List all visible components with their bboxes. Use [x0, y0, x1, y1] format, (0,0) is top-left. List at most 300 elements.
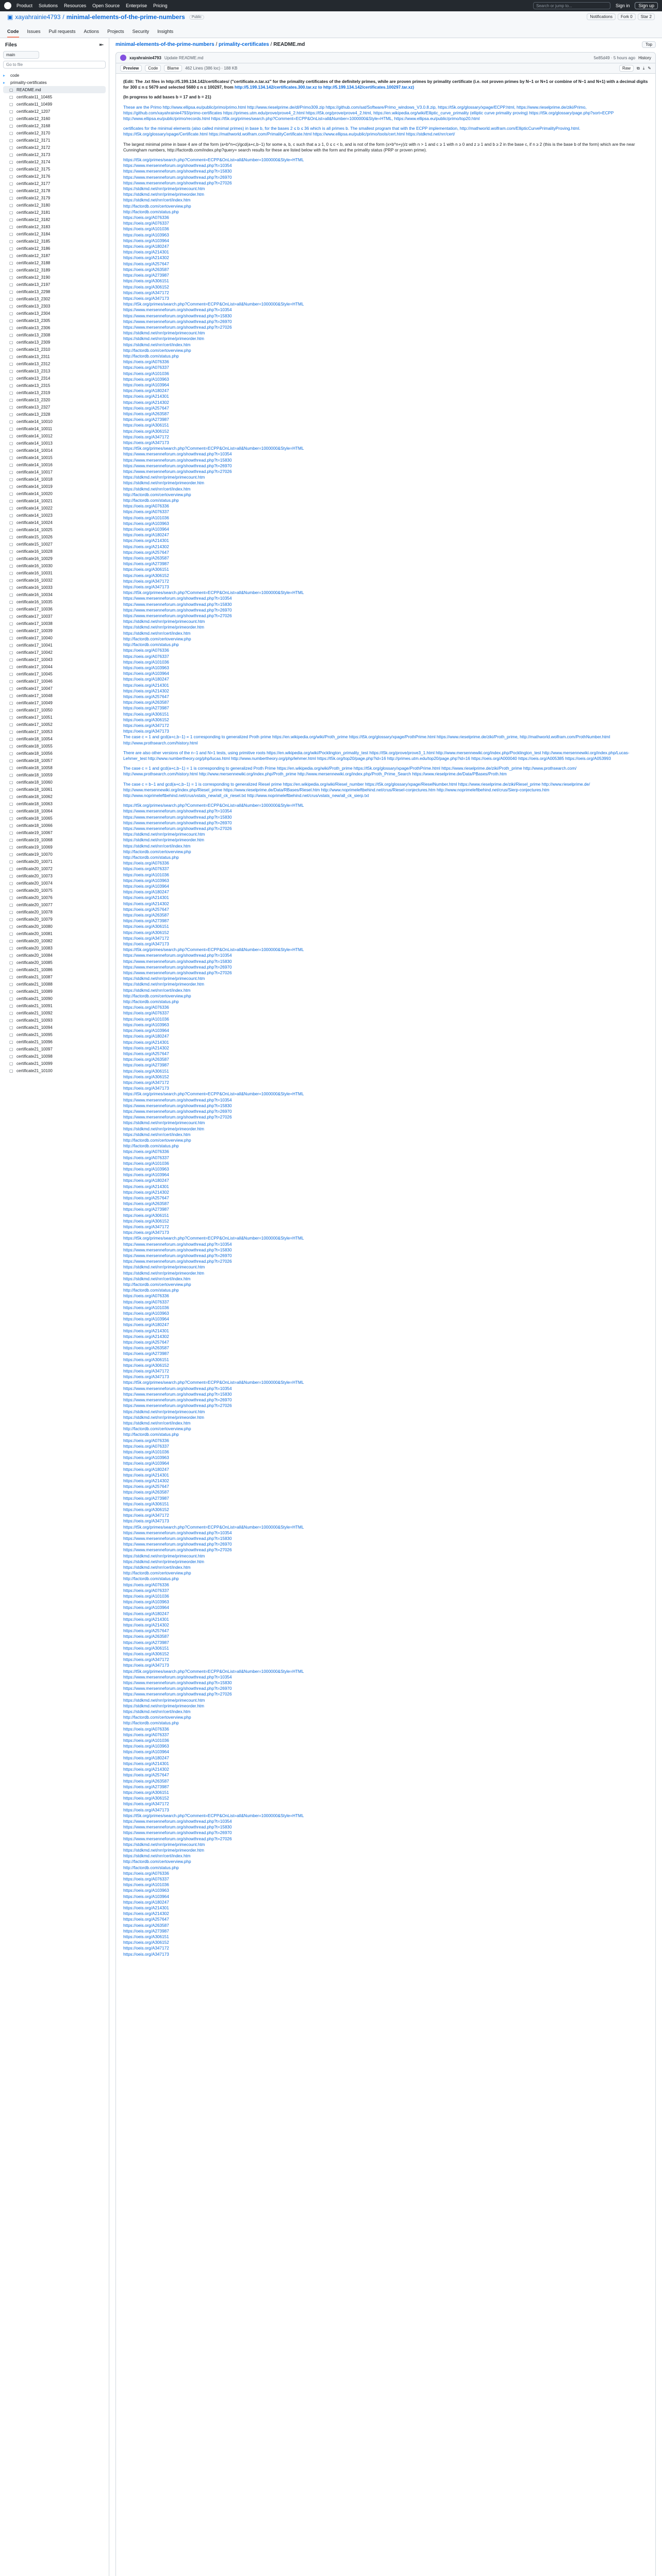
tree-file[interactable]: [3, 540, 106, 548]
readme-link[interactable]: https://oeis.org/A257647: [123, 1773, 169, 1778]
tree-file[interactable]: [3, 634, 106, 641]
readme-link[interactable]: https://oeis.org/A306151: [123, 1501, 169, 1506]
readme-link[interactable]: https://oeis.org/A103964: [123, 1173, 169, 1178]
edit-icon[interactable]: ✎: [648, 66, 651, 71]
readme-link[interactable]: http://factordb.com/status.php: [123, 642, 179, 648]
readme-link[interactable]: https://www.mersenneforum.org/showthread.php?t=27026: [123, 180, 232, 185]
readme-link[interactable]: https://stdkmd.net/nrr/prime/primeorder.htm: [123, 1415, 204, 1420]
history-button[interactable]: History: [638, 55, 651, 60]
readme-link[interactable]: https://oeis.org/A273987: [123, 919, 169, 924]
readme-link[interactable]: https://oeis.org/A103964: [123, 382, 169, 387]
tree-file[interactable]: [3, 93, 106, 100]
readme-link[interactable]: https://www.mersenneforum.org/showthread.php?t=15830: [123, 959, 232, 964]
readme-link[interactable]: https://oeis.org/A347172: [123, 579, 169, 584]
tree-file[interactable]: [3, 699, 106, 706]
tree-file[interactable]: [3, 1038, 106, 1045]
readme-link[interactable]: https://oeis.org/A076337: [123, 1299, 169, 1304]
tree-file[interactable]: [3, 872, 106, 879]
readme-link[interactable]: https://oeis.org/A214302: [123, 1767, 169, 1772]
tree-file[interactable]: [3, 1031, 106, 1038]
tree-file[interactable]: [3, 173, 106, 180]
tree-folder[interactable]: [3, 72, 106, 79]
readme-link[interactable]: https://oeis.org/A306152: [123, 717, 169, 722]
readme-link[interactable]: https://oeis.org/A103964: [123, 527, 169, 532]
tree-file[interactable]: [3, 346, 106, 353]
readme-link[interactable]: https://www.mersenneforum.org/showthread.php?t=27026: [123, 971, 232, 976]
tree-file[interactable]: [3, 252, 106, 259]
readme-link[interactable]: https://oeis.org/A347172: [123, 1657, 169, 1663]
readme-link[interactable]: http://factordb.com/certoverview.php: [123, 348, 191, 353]
readme-paragraph-5[interactable]: There are also other versions of the n−1 and N+1 tests, using primitive roots https://en.wikipedia.org/wiki/Pocklington_primality_test https://t5k.org/prove/prove3_1.html http://www.mersennewiki.org/index.php/Pocklington_test http://www.mersennewiki.org/index.php/Lucas-Lehmer_test http://www.numbertheory.org/php/lucas.html http://www.numbertheory.org/php/lehmer.html https://t5k.org/top20/page.php?id=16 http://primes.utm.edu/top20/page.php?id=16 https://oeis.org/A000040 https://oeis.org/A005385 https://oeis.org/A053993: [123, 750, 630, 761]
readme-link[interactable]: https://oeis.org/A263587: [123, 267, 169, 272]
readme-link[interactable]: https://www.mersenneforum.org/showthread.php?t=26970: [123, 1686, 232, 1691]
readme-link[interactable]: https://t5k.org/primes/search.php?Comment=ECPP&OnList=all&Number=1000000&Style=HTML: [123, 1380, 304, 1385]
readme-link[interactable]: https://oeis.org/A306151: [123, 1357, 169, 1362]
tree-file[interactable]: [3, 476, 106, 483]
edit-links[interactable]: http://5.199.134.142/certificates.300.tar.xz to http://5.199.134.142/certificates.100297.tar.xz): [234, 85, 415, 90]
tree-file[interactable]: [3, 656, 106, 663]
tree-file[interactable]: [3, 1067, 106, 1074]
readme-link[interactable]: https://oeis.org/A103963: [123, 377, 169, 382]
tree-file[interactable]: [3, 526, 106, 533]
readme-link[interactable]: https://t5k.org/primes/search.php?Comment=ECPP&OnList=all&Number=1000000&Style=HTML: [123, 158, 304, 163]
tree-file[interactable]: [3, 966, 106, 973]
readme-paragraph-7[interactable]: The case c = b−1 and gcd(a+c,b−1) = 1 is corresponding to generalized Riesel prime https://en.wikipedia.org/wiki/Riesel_number https://t5k.org/glossary/xpage/RieselNumber.html https://www.rieselprime.de/ziki/Riesel_prime http://www.rieselprime.de/ http://www.mersennewiki.org/index.php/Riesel_prime https://www.rieselprime.de/Data/RBases/Riesel.htm http://www.noprimeleftbehind.net/crus/Riesel-conjectures.htm http://www.noprimeleftbehind.net/crus/Sierp-conjectures.htm http://www.noprimeleftbehind.net/crus/vstats_new/all_ck_riesel.txt http://www.noprimeleftbehind.net/crus/vstats_new/all_ck_sierp.txt: [123, 782, 590, 798]
tree-file[interactable]: [3, 403, 106, 411]
readme-link[interactable]: https://oeis.org/A214301: [123, 1472, 169, 1478]
readme-link[interactable]: https://oeis.org/A306152: [123, 1796, 169, 1801]
tree-file[interactable]: [3, 490, 106, 497]
tree-file[interactable]: [3, 548, 106, 555]
readme-link[interactable]: https://oeis.org/A214301: [123, 538, 169, 544]
tree-file[interactable]: [3, 879, 106, 887]
readme-link[interactable]: https://stdkmd.net/nrr/prime/primeorder.htm: [123, 336, 204, 342]
readme-link[interactable]: https://oeis.org/A306151: [123, 1069, 169, 1074]
tree-file[interactable]: [3, 764, 106, 771]
avatar[interactable]: [120, 55, 126, 61]
readme-link[interactable]: https://www.mersenneforum.org/showthread.php?t=10354: [123, 953, 232, 958]
readme-link[interactable]: https://oeis.org/A101036: [123, 1738, 169, 1743]
tree-file[interactable]: [3, 533, 106, 540]
commit-message[interactable]: Update README.md: [164, 55, 204, 60]
readme-link[interactable]: https://oeis.org/A214301: [123, 1761, 169, 1766]
readme-link[interactable]: https://oeis.org/A076336: [123, 1726, 169, 1732]
readme-link[interactable]: https://oeis.org/A273987: [123, 706, 169, 711]
tree-file[interactable]: [3, 988, 106, 995]
readme-link[interactable]: https://oeis.org/A306152: [123, 1940, 169, 1945]
readme-link[interactable]: https://oeis.org/A214302: [123, 1190, 169, 1195]
readme-link[interactable]: https://www.mersenneforum.org/showthread.php?t=10354: [123, 1674, 232, 1680]
readme-link[interactable]: https://oeis.org/A347173: [123, 296, 169, 301]
readme-link[interactable]: https://oeis.org/A076337: [123, 1732, 169, 1737]
readme-link[interactable]: https://oeis.org/A214301: [123, 1328, 169, 1333]
readme-link[interactable]: https://stdkmd.net/nrr/cert/index.htm: [123, 342, 191, 347]
readme-link[interactable]: https://www.mersenneforum.org/showthread.php?t=15830: [123, 602, 232, 607]
tree-file[interactable]: [3, 757, 106, 764]
readme-link[interactable]: https://stdkmd.net/nrr/prime/primeorder.htm: [123, 982, 204, 987]
readme-link[interactable]: https://www.mersenneforum.org/showthread.php?t=10354: [123, 596, 232, 601]
readme-link[interactable]: https://oeis.org/A076336: [123, 861, 169, 866]
readme-link[interactable]: https://oeis.org/A214302: [123, 400, 169, 405]
tree-file[interactable]: [3, 411, 106, 418]
readme-link[interactable]: https://oeis.org/A180247: [123, 1755, 169, 1760]
readme-link[interactable]: https://oeis.org/A273987: [123, 1784, 169, 1789]
repo-name-link[interactable]: minimal-elements-of-the-prime-numbers: [66, 13, 185, 21]
readme-link[interactable]: https://oeis.org/A273987: [123, 1640, 169, 1645]
readme-link[interactable]: https://www.mersenneforum.org/showthread.php?t=27026: [123, 469, 232, 474]
tree-file[interactable]: [3, 86, 106, 93]
tree-file[interactable]: [3, 375, 106, 382]
tree-file[interactable]: [3, 425, 106, 432]
readme-link[interactable]: https://oeis.org/A257647: [123, 1195, 169, 1200]
readme-link[interactable]: https://oeis.org/A076337: [123, 1588, 169, 1593]
readme-link[interactable]: http://factordb.com/certoverview.php: [123, 1859, 191, 1865]
nav-product[interactable]: Product: [16, 3, 33, 8]
readme-link[interactable]: https://oeis.org/A263587: [123, 1057, 169, 1062]
readme-link[interactable]: https://oeis.org/A076337: [123, 1444, 169, 1449]
tree-file[interactable]: [3, 815, 106, 822]
readme-link[interactable]: https://stdkmd.net/nrr/prime/primecount.htm: [123, 976, 205, 981]
tree-file[interactable]: [3, 432, 106, 439]
readme-link[interactable]: https://www.mersenneforum.org/showthread.php?t=10354: [123, 1819, 232, 1824]
readme-link[interactable]: https://www.mersenneforum.org/showthread.php?t=26970: [123, 964, 232, 970]
tree-file[interactable]: [3, 295, 106, 302]
readme-link[interactable]: http://factordb.com/certoverview.php: [123, 636, 191, 641]
tree-file[interactable]: [3, 605, 106, 613]
readme-link[interactable]: https://oeis.org/A214302: [123, 1911, 169, 1917]
tree-file[interactable]: [3, 728, 106, 735]
tree-file[interactable]: [3, 230, 106, 238]
readme-link[interactable]: https://oeis.org/A180247: [123, 244, 169, 249]
readme-link[interactable]: https://stdkmd.net/nrr/prime/primeorder.htm: [123, 1703, 204, 1708]
readme-link[interactable]: https://www.mersenneforum.org/showthread.php?t=27026: [123, 1259, 232, 1264]
readme-link[interactable]: https://oeis.org/A076336: [123, 360, 169, 365]
readme-link[interactable]: https://oeis.org/A103963: [123, 1888, 169, 1893]
tree-file[interactable]: [3, 512, 106, 519]
tree-file[interactable]: [3, 151, 106, 158]
readme-link[interactable]: https://oeis.org/A214302: [123, 544, 169, 549]
readme-link[interactable]: https://oeis.org/A306151: [123, 567, 169, 572]
readme-link[interactable]: https://stdkmd.net/nrr/cert/index.htm: [123, 631, 191, 636]
sign-up-button[interactable]: Sign up: [635, 2, 658, 9]
readme-link[interactable]: https://oeis.org/A103964: [123, 884, 169, 889]
collapse-sidebar-icon[interactable]: ⇤: [99, 42, 104, 48]
tree-file[interactable]: [3, 447, 106, 454]
readme-link[interactable]: https://oeis.org/A263587: [123, 1634, 169, 1639]
readme-link[interactable]: https://oeis.org/A347173: [123, 1807, 169, 1812]
tree-file[interactable]: [3, 865, 106, 872]
readme-link[interactable]: https://stdkmd.net/nrr/cert/index.htm: [123, 843, 191, 849]
tree-file[interactable]: [3, 504, 106, 512]
readme-link[interactable]: https://stdkmd.net/nrr/cert/index.htm: [123, 1854, 191, 1859]
tree-file[interactable]: [3, 129, 106, 137]
readme-link[interactable]: https://stdkmd.net/nrr/prime/primeorder.htm: [123, 1270, 204, 1276]
readme-link[interactable]: https://oeis.org/A263587: [123, 1346, 169, 1351]
go-to-file-input[interactable]: Go to file: [3, 61, 106, 69]
readme-link[interactable]: https://oeis.org/A347173: [123, 585, 169, 590]
tree-file[interactable]: [3, 908, 106, 916]
readme-link[interactable]: https://oeis.org/A076336: [123, 1438, 169, 1443]
readme-link[interactable]: https://oeis.org/A306151: [123, 924, 169, 929]
readme-link[interactable]: https://oeis.org/A076337: [123, 1876, 169, 1882]
readme-link[interactable]: https://stdkmd.net/nrr/cert/index.htm: [123, 1709, 191, 1715]
readme-link[interactable]: https://oeis.org/A076337: [123, 221, 169, 226]
tree-file[interactable]: [3, 108, 106, 115]
tab-pull-requests[interactable]: Pull requests: [48, 29, 76, 34]
tree-file[interactable]: [3, 923, 106, 930]
readme-link[interactable]: https://stdkmd.net/nrr/cert/index.htm: [123, 988, 191, 993]
readme-link[interactable]: https://www.mersenneforum.org/showthread.php?t=26970: [123, 1398, 232, 1403]
readme-link[interactable]: http://factordb.com/certoverview.php: [123, 1427, 191, 1432]
readme-link[interactable]: https://oeis.org/A257647: [123, 1629, 169, 1634]
tree-file[interactable]: [3, 786, 106, 793]
readme-link[interactable]: http://factordb.com/status.php: [123, 1865, 179, 1870]
tree-file[interactable]: [3, 194, 106, 201]
readme-link[interactable]: http://factordb.com/certoverview.php: [123, 849, 191, 854]
readme-link[interactable]: https://oeis.org/A347172: [123, 1513, 169, 1518]
tree-file[interactable]: [3, 851, 106, 858]
readme-link[interactable]: https://stdkmd.net/nrr/prime/primeorder.htm: [123, 1848, 204, 1853]
sign-in-link[interactable]: Sign in: [615, 3, 630, 8]
readme-link[interactable]: https://oeis.org/A076337: [123, 654, 169, 659]
readme-link[interactable]: https://www.mersenneforum.org/showthread.php?t=26970: [123, 463, 232, 468]
readme-link[interactable]: https://oeis.org/A306152: [123, 284, 169, 290]
readme-link[interactable]: http://factordb.com/certoverview.php: [123, 204, 191, 209]
tree-file[interactable]: [3, 858, 106, 865]
nav-solutions[interactable]: Solutions: [39, 3, 58, 8]
readme-link[interactable]: https://stdkmd.net/nrr/prime/primeorder.htm: [123, 192, 204, 197]
tree-file[interactable]: [3, 158, 106, 165]
readme-link[interactable]: https://oeis.org/A076336: [123, 1582, 169, 1587]
readme-link[interactable]: https://oeis.org/A347173: [123, 1230, 169, 1235]
readme-link[interactable]: https://stdkmd.net/nrr/cert/index.htm: [123, 1565, 191, 1570]
readme-link[interactable]: https://oeis.org/A076337: [123, 365, 169, 370]
readme-link[interactable]: https://oeis.org/A263587: [123, 1490, 169, 1495]
readme-link[interactable]: https://oeis.org/A076336: [123, 1149, 169, 1155]
nav-pricing[interactable]: Pricing: [153, 3, 168, 8]
readme-link[interactable]: https://oeis.org/A347173: [123, 729, 169, 734]
tree-file[interactable]: [3, 685, 106, 692]
readme-link[interactable]: https://oeis.org/A273987: [123, 1063, 169, 1068]
readme-link[interactable]: https://oeis.org/A257647: [123, 1340, 169, 1345]
tree-file[interactable]: [3, 677, 106, 685]
tree-file[interactable]: [3, 439, 106, 447]
readme-link[interactable]: https://stdkmd.net/nrr/cert/index.htm: [123, 1276, 191, 1281]
preview-tab[interactable]: Preview: [120, 65, 142, 72]
readme-link[interactable]: https://oeis.org/A347172: [123, 1802, 169, 1807]
star-button[interactable]: Star 2: [638, 13, 655, 20]
readme-link[interactable]: https://stdkmd.net/nrr/prime/primecount.htm: [123, 832, 205, 837]
readme-link[interactable]: https://oeis.org/A180247: [123, 388, 169, 394]
readme-link[interactable]: https://oeis.org/A101036: [123, 371, 169, 376]
tree-file[interactable]: [3, 259, 106, 266]
tree-file[interactable]: [3, 750, 106, 757]
readme-link[interactable]: https://oeis.org/A306152: [123, 1652, 169, 1657]
global-search-input[interactable]: Search or jump to...: [533, 2, 610, 9]
readme-link[interactable]: https://oeis.org/A263587: [123, 1778, 169, 1784]
tree-file[interactable]: [3, 1009, 106, 1016]
readme-link[interactable]: https://www.mersenneforum.org/showthread.php?t=27026: [123, 1836, 232, 1841]
tree-file[interactable]: [3, 216, 106, 223]
readme-link[interactable]: https://oeis.org/A101036: [123, 1305, 169, 1310]
readme-link[interactable]: https://oeis.org/A273987: [123, 1351, 169, 1357]
repo-owner-link[interactable]: xayahrainie4793: [15, 13, 61, 21]
readme-link[interactable]: https://oeis.org/A306151: [123, 1646, 169, 1651]
readme-link[interactable]: https://oeis.org/A306151: [123, 1213, 169, 1218]
tree-file[interactable]: [3, 302, 106, 310]
readme-link[interactable]: https://www.mersenneforum.org/showthread.php?t=26970: [123, 175, 232, 180]
tree-file[interactable]: [3, 937, 106, 944]
readme-link[interactable]: https://oeis.org/A103964: [123, 1461, 169, 1466]
readme-link[interactable]: https://oeis.org/A103964: [123, 1750, 169, 1755]
readme-paragraph-4[interactable]: The case c = 1 and gcd(a+c,b−1) = 1 corresponding to generalized Proth prime https://en.wikipedia.org/wiki/Proth_prime https://t5k.org/glossary/xpage/ProthPrime.html https://www.rieselprime.de/ziki/Proth_prime, http://mathworld.wolfram.com/ProthNumber.html http://www.prothsearch.com/history.html: [123, 735, 610, 745]
readme-link[interactable]: https://www.mersenneforum.org/showthread.php?t=15830: [123, 1681, 232, 1686]
readme-link[interactable]: https://www.mersenneforum.org/showthread.php?t=26970: [123, 1831, 232, 1836]
readme-link[interactable]: https://oeis.org/A101036: [123, 515, 169, 520]
tree-file[interactable]: [3, 274, 106, 281]
github-logo-icon[interactable]: [4, 2, 11, 9]
readme-link[interactable]: https://oeis.org/A347172: [123, 290, 169, 295]
tree-file[interactable]: [3, 180, 106, 187]
readme-link[interactable]: https://stdkmd.net/nrr/prime/primeorder.htm: [123, 1126, 204, 1131]
readme-link[interactable]: https://oeis.org/A273987: [123, 417, 169, 422]
readme-link[interactable]: http://factordb.com/status.php: [123, 1288, 179, 1293]
tree-file[interactable]: [3, 706, 106, 714]
readme-link[interactable]: https://oeis.org/A103963: [123, 878, 169, 883]
readme-link[interactable]: https://stdkmd.net/nrr/prime/primecount.htm: [123, 1553, 205, 1558]
tree-file[interactable]: [3, 620, 106, 627]
readme-link[interactable]: https://oeis.org/A180247: [123, 1323, 169, 1328]
readme-link[interactable]: https://oeis.org/A180247: [123, 890, 169, 895]
readme-link[interactable]: https://oeis.org/A103964: [123, 238, 169, 243]
readme-link[interactable]: https://oeis.org/A103963: [123, 1744, 169, 1749]
readme-link[interactable]: https://stdkmd.net/nrr/prime/primeorder.htm: [123, 481, 204, 486]
readme-link[interactable]: https://www.mersenneforum.org/showthread.php?t=26970: [123, 1109, 232, 1114]
code-tab[interactable]: Code: [145, 65, 161, 72]
readme-link[interactable]: https://oeis.org/A180247: [123, 1034, 169, 1039]
tree-file[interactable]: [3, 959, 106, 966]
tree-file[interactable]: [3, 468, 106, 476]
readme-link[interactable]: https://oeis.org/A103964: [123, 1894, 169, 1899]
readme-link[interactable]: http://factordb.com/certoverview.php: [123, 1138, 191, 1143]
readme-link[interactable]: https://stdkmd.net/nrr/prime/primecount.htm: [123, 1409, 205, 1414]
readme-link[interactable]: https://www.mersenneforum.org/showthread.php?t=27026: [123, 1403, 232, 1409]
readme-link[interactable]: https://oeis.org/A273987: [123, 1207, 169, 1212]
readme-link[interactable]: https://oeis.org/A101036: [123, 1016, 169, 1022]
readme-link[interactable]: https://oeis.org/A076337: [123, 510, 169, 515]
readme-link[interactable]: https://stdkmd.net/nrr/prime/primeorder.htm: [123, 838, 204, 843]
tree-file[interactable]: [3, 266, 106, 274]
readme-link[interactable]: https://oeis.org/A347172: [123, 1080, 169, 1085]
readme-link[interactable]: https://oeis.org/A306152: [123, 1507, 169, 1512]
readme-link[interactable]: https://oeis.org/A214302: [123, 688, 169, 693]
tree-file[interactable]: [3, 663, 106, 670]
readme-link[interactable]: https://t5k.org/primes/search.php?Comment=ECPP&OnList=all&Number=1000000&Style=HTML: [123, 947, 304, 953]
readme-paragraph-6[interactable]: The case c = 1 and gcd(a+c,b−1) = 1 is corresponding to generalized Proth Prime https://en.wikipedia.org/wiki/Proth_prime https://t5k.org/glossary/xpage/ProthPrime.html https://www.rieselprime.de/ziki/Proth_prime http://www.prothsearch.com/ http://www.prothsearch.com/history.html http://www.mersennewiki.org/index.php/Proth_prime http://www.mersennewiki.org/index.php/Proth_Prime_Search https://www.rieselprime.de/Data/PBases/Proth.htm: [123, 766, 577, 777]
readme-link[interactable]: https://oeis.org/A306152: [123, 1363, 169, 1368]
readme-link[interactable]: https://stdkmd.net/nrr/prime/primecount.htm: [123, 1842, 205, 1847]
nav-enterprise[interactable]: Enterprise: [126, 3, 147, 8]
readme-link[interactable]: https://www.mersenneforum.org/showthread.php?t=15830: [123, 1247, 232, 1252]
tree-file[interactable]: [3, 887, 106, 894]
readme-link[interactable]: http://factordb.com/status.php: [123, 1432, 179, 1437]
tree-file[interactable]: [3, 735, 106, 742]
tree-file[interactable]: [3, 122, 106, 129]
tree-file[interactable]: [3, 1002, 106, 1009]
tree-file[interactable]: [3, 201, 106, 209]
tab-insights[interactable]: Insights: [157, 29, 174, 34]
blame-tab[interactable]: Blame: [164, 65, 182, 72]
readme-link[interactable]: https://www.mersenneforum.org/showthread.php?t=10354: [123, 452, 232, 457]
readme-link[interactable]: http://factordb.com/status.php: [123, 498, 179, 503]
tree-file[interactable]: [3, 454, 106, 461]
readme-link[interactable]: https://stdkmd.net/nrr/prime/primecount.htm: [123, 1265, 205, 1270]
readme-link[interactable]: https://oeis.org/A273987: [123, 1496, 169, 1501]
readme-link[interactable]: https://oeis.org/A214302: [123, 1478, 169, 1483]
readme-link[interactable]: https://oeis.org/A103963: [123, 1166, 169, 1172]
tree-file[interactable]: [3, 778, 106, 786]
readme-link[interactable]: http://factordb.com/status.php: [123, 1144, 179, 1149]
readme-link[interactable]: https://oeis.org/A180247: [123, 1900, 169, 1905]
readme-link[interactable]: https://oeis.org/A180247: [123, 1611, 169, 1616]
readme-link[interactable]: https://oeis.org/A263587: [123, 700, 169, 705]
readme-link[interactable]: https://oeis.org/A101036: [123, 1883, 169, 1888]
readme-link[interactable]: https://oeis.org/A103963: [123, 232, 169, 238]
tree-file[interactable]: [3, 894, 106, 901]
readme-link[interactable]: https://oeis.org/A101036: [123, 659, 169, 665]
readme-link[interactable]: https://oeis.org/A257647: [123, 907, 169, 912]
readme-link[interactable]: https://stdkmd.net/nrr/cert/index.htm: [123, 486, 191, 492]
readme-link[interactable]: https://stdkmd.net/nrr/prime/primecount.htm: [123, 1698, 205, 1703]
readme-link[interactable]: https://oeis.org/A103963: [123, 1022, 169, 1027]
tree-file[interactable]: [3, 519, 106, 526]
readme-link[interactable]: http://factordb.com/status.php: [123, 209, 179, 214]
tree-file[interactable]: [3, 310, 106, 317]
readme-link[interactable]: https://oeis.org/A306151: [123, 1934, 169, 1939]
readme-link[interactable]: https://oeis.org/A273987: [123, 562, 169, 567]
readme-link[interactable]: https://www.mersenneforum.org/showthread.php?t=27026: [123, 826, 232, 831]
readme-link[interactable]: https://oeis.org/A257647: [123, 694, 169, 699]
readme-link[interactable]: https://oeis.org/A306151: [123, 423, 169, 428]
readme-link[interactable]: https://www.mersenneforum.org/showthread.php?t=26970: [123, 319, 232, 324]
readme-link[interactable]: https://oeis.org/A214301: [123, 1905, 169, 1910]
readme-link[interactable]: https://www.mersenneforum.org/showthread.php?t=15830: [123, 313, 232, 318]
readme-link[interactable]: http://factordb.com/certoverview.php: [123, 1282, 191, 1287]
readme-link[interactable]: https://oeis.org/A263587: [123, 913, 169, 918]
readme-link[interactable]: https://stdkmd.net/nrr/prime/primeorder.htm: [123, 1559, 204, 1564]
readme-link[interactable]: http://factordb.com/certoverview.php: [123, 492, 191, 497]
readme-link[interactable]: https://oeis.org/A347173: [123, 942, 169, 947]
tree-file[interactable]: [3, 100, 106, 108]
readme-link[interactable]: https://www.mersenneforum.org/showthread.php?t=15830: [123, 169, 232, 174]
readme-link[interactable]: https://www.mersenneforum.org/showthread.php?t=27026: [123, 614, 232, 619]
tree-file[interactable]: [3, 836, 106, 843]
readme-link[interactable]: https://oeis.org/A306152: [123, 429, 169, 434]
tree-file[interactable]: [3, 324, 106, 331]
readme-link[interactable]: https://stdkmd.net/nrr/cert/index.htm: [123, 1132, 191, 1137]
readme-link[interactable]: https://oeis.org/A214302: [123, 1334, 169, 1339]
commit-hash[interactable]: 5e85d49 · 5 hours ago: [593, 55, 636, 60]
tree-file[interactable]: [3, 973, 106, 980]
nav-resources[interactable]: Resources: [64, 3, 87, 8]
readme-link[interactable]: https://oeis.org/A103964: [123, 1605, 169, 1611]
readme-link[interactable]: https://oeis.org/A103964: [123, 1028, 169, 1033]
readme-link[interactable]: https://t5k.org/primes/search.php?Comment=ECPP&OnList=all&Number=1000000&Style=HTML: [123, 302, 304, 307]
readme-link[interactable]: https://oeis.org/A214301: [123, 895, 169, 901]
tree-file[interactable]: [3, 714, 106, 721]
readme-link[interactable]: https://oeis.org/A273987: [123, 273, 169, 278]
tree-file[interactable]: [3, 144, 106, 151]
